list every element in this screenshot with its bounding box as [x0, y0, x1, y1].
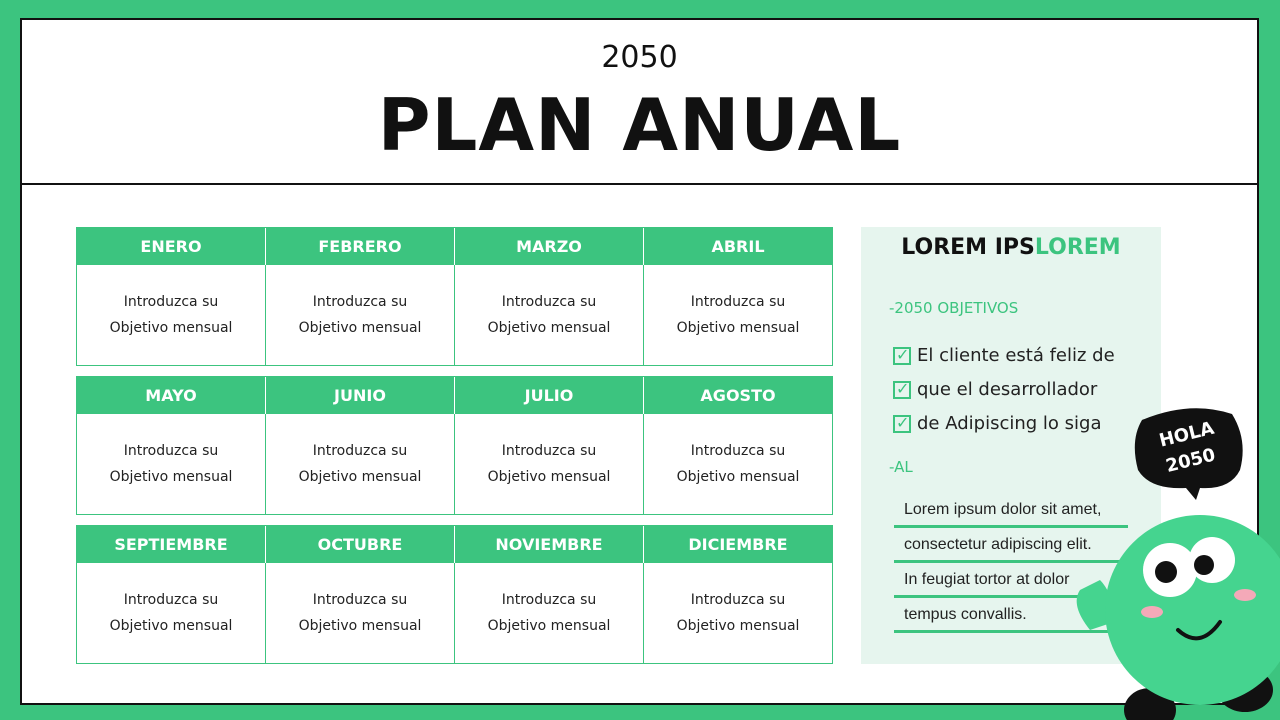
text-line: In feugiat tortor at dolor	[894, 563, 1128, 598]
month-goal-cell[interactable]: Introduzca su Objetivo mensual	[676, 443, 800, 485]
month-goal-cell[interactable]: Introduzca su Objetivo mensual	[455, 265, 644, 365]
month-header: ABRIL	[711, 237, 765, 256]
month-cells	[77, 563, 832, 663]
month-row	[76, 525, 833, 664]
month-headers	[77, 526, 832, 563]
month-cells	[77, 414, 832, 514]
month-header: JUNIO	[266, 377, 455, 414]
bubble-text-1: HOLA	[1157, 417, 1217, 452]
header	[22, 20, 1257, 185]
month-goal-cell[interactable]: Introduzca su Objetivo mensual	[77, 414, 266, 514]
month-header: MARZO	[455, 228, 644, 265]
checkbox-icon: ✓	[893, 347, 911, 365]
check-text: El cliente está feliz de	[917, 345, 1115, 366]
month-goal-cell[interactable]: Introduzca su Objetivo mensual	[266, 265, 455, 365]
month-row	[76, 376, 833, 515]
month-goal-cell[interactable]: Introduzca su Objetivo mensual	[266, 563, 455, 663]
month-goal-cell[interactable]: Introduzca su Objetivo mensual	[455, 563, 644, 663]
text-line: tempus convallis.	[894, 598, 1128, 633]
month-header: FEBRERO	[266, 228, 455, 265]
mascot-illustration	[1060, 400, 1280, 720]
month-goal-cell[interactable]: Introduzca su Objetivo mensual	[77, 563, 266, 663]
month-headers	[77, 377, 832, 414]
month-goal-cell[interactable]: Introduzca su Objetivo mensual	[77, 265, 266, 365]
check-text: que el desarrollador	[917, 379, 1098, 400]
text-line: Lorem ipsum dolor sit amet,	[894, 493, 1128, 528]
month-goal-cell[interactable]: Introduzca su Objetivo mensual	[676, 294, 800, 336]
year: 2050	[601, 40, 678, 75]
checkbox-icon: ✓	[893, 415, 911, 433]
month-header: JULIO	[455, 377, 644, 414]
month-headers	[77, 228, 832, 265]
mascot-body	[1105, 515, 1280, 705]
objectives-label: -2050 OBJETIVOS	[889, 299, 1019, 317]
month-row	[76, 227, 833, 366]
month-goal-cell[interactable]: Introduzca su Objetivo mensual	[266, 414, 455, 514]
al-label: -AL	[889, 458, 913, 476]
checkbox-icon: ✓	[893, 381, 911, 399]
panel-title	[861, 235, 1161, 260]
month-header: AGOSTO	[700, 386, 776, 405]
speech-bubble	[1135, 408, 1243, 500]
month-header: OCTUBRE	[266, 526, 455, 563]
month-header: MAYO	[77, 377, 266, 414]
panel-title-a: LOREM IPS	[901, 235, 1035, 260]
panel-title-b: LOREM	[1034, 235, 1121, 260]
month-grid	[76, 227, 833, 674]
month-header: DICIEMBRE	[688, 535, 788, 554]
month-cells	[77, 265, 832, 365]
check-text: de Adipiscing lo siga	[917, 413, 1102, 434]
month-header: SEPTIEMBRE	[77, 526, 266, 563]
month-goal-cell[interactable]: Introduzca su Objetivo mensual	[676, 592, 800, 634]
check-item	[893, 339, 1115, 373]
month-header: ENERO	[77, 228, 266, 265]
month-header: NOVIEMBRE	[455, 526, 644, 563]
page-title: PLAN ANUAL	[377, 83, 902, 167]
bubble-text-2: 2050	[1163, 444, 1218, 477]
text-line: consectetur adipiscing elit.	[894, 528, 1128, 563]
month-goal-cell[interactable]: Introduzca su Objetivo mensual	[455, 414, 644, 514]
